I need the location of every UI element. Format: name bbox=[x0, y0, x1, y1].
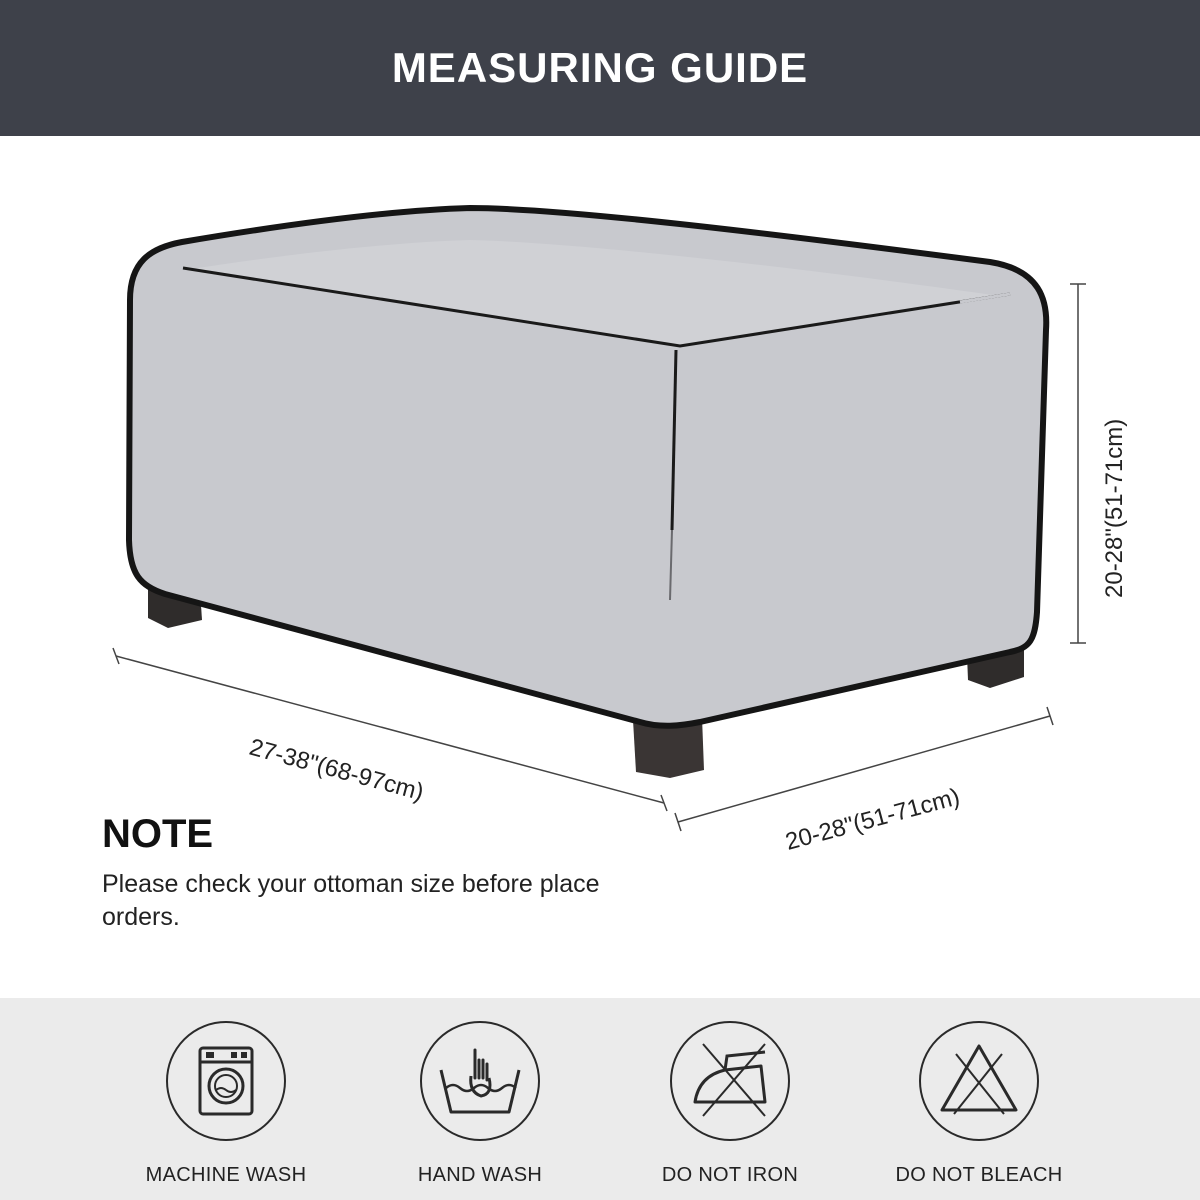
no-iron-icon bbox=[669, 1020, 791, 1142]
header-banner bbox=[0, 0, 1200, 136]
length-label: 27-38"(68-97cm) bbox=[246, 733, 427, 807]
care-label: HAND WASH bbox=[417, 1164, 543, 1186]
width-label: 20-28"(51-71cm) bbox=[782, 783, 963, 856]
note-body: Please check your ottoman size before place orders. bbox=[102, 870, 600, 931]
care-label: DO NOT IRON bbox=[661, 1164, 799, 1186]
washing-machine-icon bbox=[165, 1020, 287, 1142]
care-label: MACHINE WASH bbox=[145, 1164, 307, 1186]
height-dimension-line bbox=[1070, 284, 1086, 643]
height-label: 20-28"(51-71cm) bbox=[1101, 418, 1128, 598]
care-instructions bbox=[0, 998, 1200, 1200]
hand-wash-icon bbox=[419, 1020, 541, 1142]
care-item-machine-wash bbox=[106, 1020, 346, 1187]
care-item-do-not-iron bbox=[610, 1020, 850, 1187]
care-item-hand-wash bbox=[360, 1020, 600, 1187]
no-bleach-icon bbox=[918, 1020, 1040, 1142]
care-label: DO NOT BLEACH bbox=[895, 1164, 1063, 1186]
care-item-do-not-bleach bbox=[859, 1020, 1099, 1187]
note-title: NOTE bbox=[102, 812, 214, 856]
page-title: MEASURING GUIDE bbox=[391, 44, 809, 91]
